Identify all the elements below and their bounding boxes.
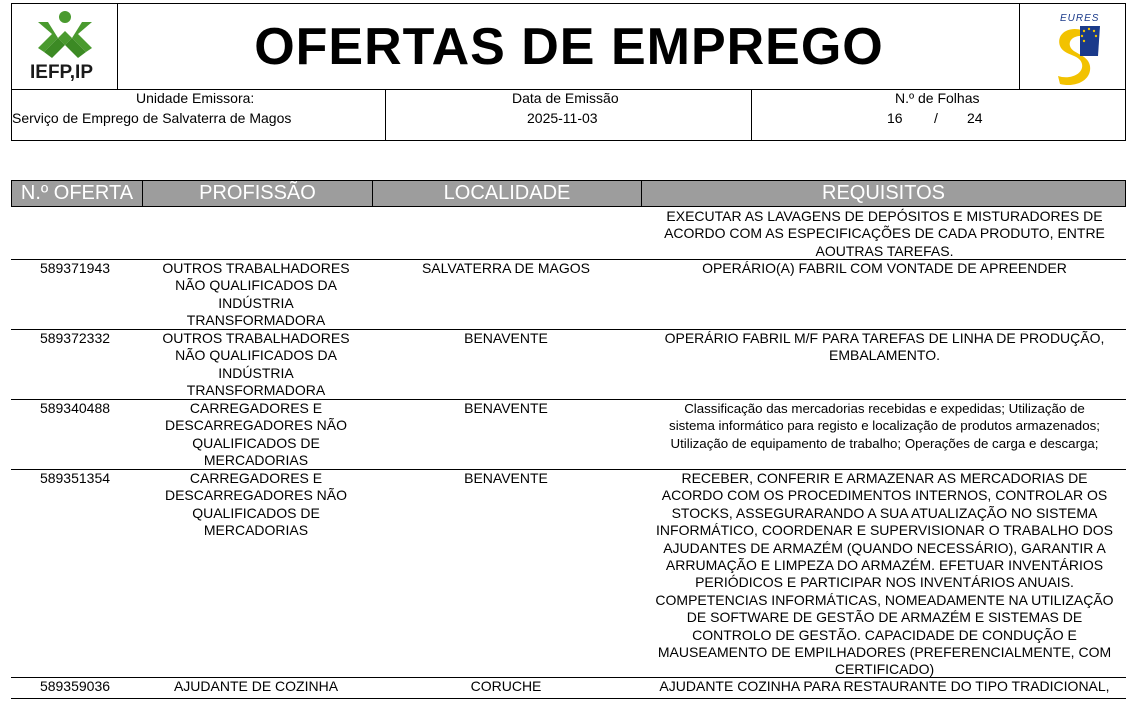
cell-oferta: 589340488 bbox=[39, 400, 111, 416]
cell-localidade: BENAVENTE bbox=[464, 470, 548, 486]
req-line: RECEBER, CONFERIR E ARMAZENAR AS MERCADORIAS DE bbox=[681, 470, 1088, 486]
cell-profissao bbox=[143, 470, 369, 540]
req-line: AOUTRAS TAREFAS. bbox=[815, 242, 954, 259]
row-divider bbox=[11, 698, 1126, 699]
table-row bbox=[11, 260, 1126, 330]
req-line: ACORDO COM OS PROCEDIMENTOS INTERNOS, CONTROLAR OS bbox=[661, 487, 1108, 504]
cell-requisitos bbox=[643, 330, 1126, 365]
offers-table bbox=[11, 180, 1126, 700]
prof-line: TRANSFORMADORA bbox=[186, 312, 326, 329]
sheet-total: 24 bbox=[967, 110, 983, 126]
eures-logo bbox=[1020, 4, 1126, 89]
cell-profissao bbox=[143, 678, 369, 695]
prof-line: MERCADORIAS bbox=[203, 452, 309, 469]
req-line: OPERÁRIO FABRIL M/F PARA TAREFAS DE LINHA DE PRODUÇÃO, bbox=[664, 330, 1105, 346]
cell-oferta: 589372332 bbox=[39, 330, 111, 346]
cell-localidade: SALVATERRA DE MAGOS bbox=[421, 260, 591, 276]
document-header bbox=[11, 3, 1126, 141]
prof-line: INDÚSTRIA bbox=[218, 364, 294, 381]
prof-line: QUALIFICADOS DE bbox=[192, 434, 320, 451]
prof-line: NÃO QUALIFICADOS DA bbox=[175, 277, 337, 294]
col-header-profissao: PROFISSÃO bbox=[143, 181, 373, 206]
prof-line: NÃO QUALIFICADOS DA bbox=[175, 347, 337, 364]
cell-oferta: 589351354 bbox=[39, 470, 111, 486]
req-line: PERIÓDICOS E PARTICIPAR NOS INVENTÁRIOS ANUAIS. bbox=[695, 574, 1074, 591]
sheet-separator: / bbox=[934, 110, 938, 126]
sheets-label: N.º de Folhas bbox=[895, 90, 980, 106]
req-line: OPERÁRIO(A) FABRIL COM VONTADE DE APREENDER bbox=[702, 260, 1067, 276]
table-row bbox=[11, 678, 1126, 698]
cell-localidade: CORUCHE bbox=[470, 678, 542, 694]
eures-logo-text: EURES bbox=[1060, 13, 1100, 24]
cell-requisitos bbox=[643, 208, 1126, 260]
cell-profissao bbox=[143, 330, 369, 400]
req-line: AJUDANTE COZINHA PARA RESTAURANTE DO TIPO TRADICIONAL, bbox=[659, 678, 1110, 694]
col-header-requisitos: REQUISITOS bbox=[822, 182, 945, 204]
issuer-value: Serviço de Emprego de Salvaterra de Magos bbox=[12, 110, 292, 126]
cell-oferta: 589371943 bbox=[39, 260, 111, 276]
cell-localidade: BENAVENTE bbox=[464, 330, 548, 346]
req-line: EXECUTAR AS LAVAGENS DE DEPÓSITOS E MISTURADORES DE bbox=[666, 208, 1103, 224]
col-header-oferta: N.º OFERTA bbox=[12, 181, 143, 206]
table-header bbox=[11, 180, 1126, 207]
req-line: ARRUMAÇÃO E LIMPEZA DO ARMAZÉM. EFETUAR INVENTÁRIOS bbox=[665, 557, 1104, 574]
date-value: 2025-11-03 bbox=[527, 110, 598, 126]
table-row bbox=[11, 330, 1126, 400]
prof-line: OUTROS TRABALHADORES bbox=[162, 260, 350, 276]
table-row bbox=[11, 400, 1126, 470]
prof-line: AJUDANTE DE COZINHA bbox=[173, 678, 339, 694]
prof-line: MERCADORIAS bbox=[203, 522, 309, 539]
prof-line: DESCARREGADORES NÃO bbox=[164, 487, 348, 504]
req-line: AJUDANTES DE ARMAZÉM (QUANDO NECESSÁRIO), GARANTIR A bbox=[663, 539, 1106, 556]
cell-requisitos bbox=[643, 678, 1126, 695]
prof-line: OUTROS TRABALHADORES bbox=[162, 330, 350, 346]
req-line: Classificação das mercadorias recebidas e expedidas; Utilização de bbox=[684, 401, 1085, 416]
req-line: INFORMÁTICO, COORDENAR E SUPERVISIONAR O TRABALHO DOS bbox=[656, 522, 1113, 539]
req-line: CERTIFICADO) bbox=[834, 661, 935, 678]
cell-profissao bbox=[143, 260, 369, 330]
cell-profissao bbox=[143, 400, 369, 470]
req-line: COMPETENCIAS INFORMÁTICAS, NOMEADAMENTE NA UTILIZAÇÃO bbox=[655, 591, 1114, 608]
prof-line: QUALIFICADOS DE bbox=[192, 504, 320, 521]
req-line: sistema informático para registo e localização de produtos armazenados; bbox=[669, 418, 1100, 434]
cell-requisitos bbox=[643, 470, 1126, 679]
date-label: Data de Emissão bbox=[512, 90, 619, 106]
cell-requisitos bbox=[643, 260, 1126, 277]
req-line: Utilização de equipamento de trabalho; Operações de carga e descarga; bbox=[670, 435, 1099, 451]
prof-line: DESCARREGADORES NÃO bbox=[164, 417, 348, 434]
iefp-logo-text: IEFP,IP bbox=[30, 62, 94, 83]
req-line: ACORDO COM AS ESPECIFICAÇÕES DE CADA PRODUTO, ENTRE bbox=[664, 225, 1105, 242]
req-line: MAUSEAMENTO DE EMPILHADORES (PREFERENCIALMENTE, COM bbox=[657, 644, 1112, 661]
prof-line: CARREGADORES E bbox=[189, 470, 323, 486]
req-line: STOCKS, ASSEGURARANDO A SUA ATUALIZAÇÃO NO SISTEMA bbox=[671, 504, 1098, 521]
prof-line: TRANSFORMADORA bbox=[186, 382, 326, 399]
eures-logo-icon bbox=[1020, 4, 1126, 89]
cell-oferta: 589359036 bbox=[39, 678, 111, 694]
iefp-logo bbox=[12, 4, 118, 89]
prof-line: CARREGADORES E bbox=[189, 400, 323, 416]
sheet-current: 16 bbox=[887, 110, 903, 126]
col-header-localidade: LOCALIDADE bbox=[373, 181, 642, 206]
prof-line: INDÚSTRIA bbox=[218, 294, 294, 311]
iefp-logo-icon bbox=[12, 4, 118, 64]
page-title: OFERTAS DE EMPREGO bbox=[254, 17, 884, 76]
cell-requisitos bbox=[643, 400, 1126, 452]
req-line: CONTROLO DE GESTÃO. CAPACIDADE DE CONDUÇÃO E bbox=[692, 626, 1077, 643]
cell-localidade: BENAVENTE bbox=[464, 400, 548, 416]
table-row bbox=[11, 208, 1126, 260]
req-line: DE SOFTWARE DE GESTÃO DE ARMAZÉM E SISTEMAS DE bbox=[686, 609, 1083, 626]
req-line: EMBALAMENTO. bbox=[829, 347, 940, 364]
table-row bbox=[11, 470, 1126, 678]
issuer-label: Unidade Emissora: bbox=[136, 90, 255, 106]
